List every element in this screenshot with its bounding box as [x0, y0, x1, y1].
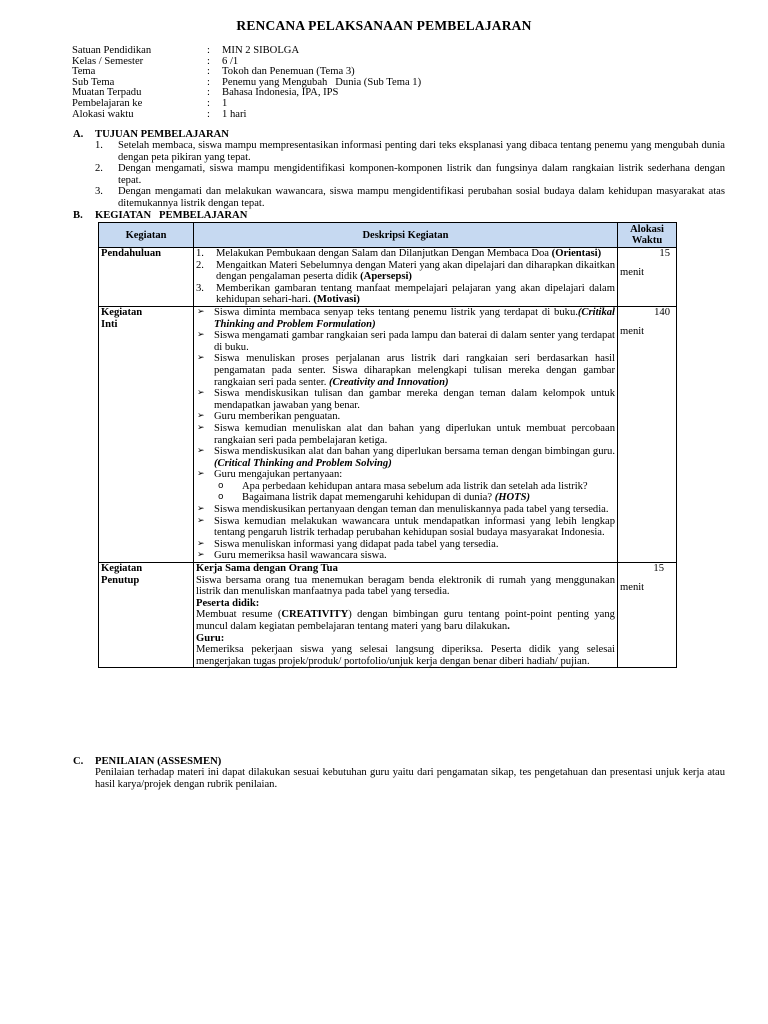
item-number: 1.: [95, 140, 103, 151]
identity-label: Sub Tema: [72, 76, 115, 88]
arrow-bullet-icon: ➢: [197, 411, 205, 422]
section-letter: B.: [73, 210, 83, 221]
identity-label: Alokasi waktu: [72, 108, 134, 120]
time-value: 140: [654, 306, 670, 318]
item-tag: (Apersepsi): [360, 271, 412, 283]
item-number: 1.: [196, 248, 204, 259]
section-title: TUJUAN PEMBELAJARAN: [95, 129, 229, 140]
peserta-label: Peserta didik:: [196, 597, 260, 609]
item-text: Siswa diminta membaca senyap teks tentang penemu listrik yang terdapat di buku.: [214, 306, 578, 318]
item-text: Siswa mengamati gambar rangkaian seri pada lampu dan baterai di dalam senter yang terdapat di buku.: [214, 330, 615, 353]
sub-list-item: [196, 492, 615, 504]
identity-label: Tema: [72, 66, 96, 78]
list-item: [196, 423, 615, 446]
item-text: Siswa mendiskusikan alat dan bahan yang diperlukan bersama teman dengan bimbingan guru.: [214, 446, 615, 458]
circle-bullet-icon: o: [218, 480, 224, 491]
arrow-bullet-icon: ➢: [197, 446, 205, 457]
item-number: 2.: [95, 163, 103, 175]
item-text: Apa perbedaan kehidupan antara masa sebelum ada listrik dan setelah ada listrik?: [242, 480, 588, 492]
table-row-pendahuluan: [99, 248, 677, 307]
table-row-inti: [99, 306, 677, 562]
list-item: [196, 353, 615, 388]
time-unit: menit: [620, 325, 645, 337]
item-text: Siswa mendiskusikan pertanyaan dengan teman dan menuliskannya pada tabel yang tersedia.: [214, 504, 609, 516]
item-tag: (Critical Thinking and Problem Solving): [214, 457, 392, 469]
sub-list-item: [196, 481, 615, 493]
arrow-bullet-icon: ➢: [197, 422, 205, 433]
time-unit: menit: [620, 581, 645, 593]
item-text: Siswa menuliskan proses perjalanan arus listrik dari rangkaian seri berdasarkan hasil pengamatan pada senter. Siswa diharapkan melengkapi tulisan mereka dengan gambar rangkaian seri pada senter.: [214, 353, 615, 388]
item-text: Dengan mengamati, siswa mampu mengidentifikasi komponen-komponen listrik dan fungsinya dalam rangkaian listrik sederhana dengan tepat.: [118, 163, 725, 186]
table-header-row: [99, 223, 677, 248]
item-number: 3.: [196, 282, 204, 294]
text-bold: .: [507, 621, 510, 632]
section-b-heading: [73, 210, 247, 222]
identity-label: Satuan Pendidikan: [72, 45, 152, 56]
list-item: [196, 283, 615, 306]
identity-label: Muatan Terpadu: [72, 87, 142, 99]
identity-row: [72, 57, 712, 68]
identity-colon: :: [207, 66, 210, 78]
arrow-bullet-icon: ➢: [197, 538, 205, 549]
item-text: Siswa mendiskusikan tulisan dan gambar mereka dengan teman dalam kelompok untuk mendapatkan jawaban yang benar.: [214, 388, 615, 411]
activity-description: [194, 248, 618, 307]
item-text: Siswa kemudian melakukan wawancara untuk mendapatkan informasi yang lebih lengkap tentang pengaruh listrik terhadap perubahan kehidupan sosial budaya masyarakat Indonesia.: [214, 515, 615, 539]
arrow-bullet-icon: ➢: [197, 469, 205, 480]
identity-value: 1: [222, 97, 228, 109]
objectives-list: [95, 140, 725, 210]
list-item: [196, 330, 615, 353]
section-title: KEGIATAN PEMBELAJARAN: [95, 210, 248, 221]
item-text: Siswa kemudian menuliskan alat dan bahan yang diperlukan untuk membuat percobaan rangkaian seri pada pembelajaran ketiga.: [214, 422, 615, 446]
list-item: [196, 260, 615, 283]
section-a-heading: [73, 129, 229, 141]
item-tag: (Orientasi): [551, 248, 602, 259]
table-row-penutup: [99, 563, 677, 668]
identity-row: [72, 88, 712, 99]
time-value: 15: [659, 248, 670, 259]
list-item: [196, 388, 615, 411]
list-item: [196, 411, 615, 423]
identity-label: Kelas / Semester: [72, 55, 144, 67]
text-part: Membuat resume (: [196, 609, 282, 621]
text-part: ) dengan bimbingan guru tentang point-point penting yang muncul dalam kegiatan pembelajaran tentang materi yang baru dilakukan: [196, 609, 615, 632]
activity-description: [194, 563, 618, 668]
item-tag: (HOTS): [494, 492, 531, 504]
closing-paragraph: Siswa bersama orang tua menemukan beragam benda elektronik di rumah yang menggunakan listrik dan menuliskan manfaatnya pada tabel yang tersedia.: [196, 574, 615, 598]
item-number: 2.: [196, 259, 204, 271]
item-text: Guru memeriksa hasil wawancara siswa.: [214, 550, 387, 562]
identity-value: Tokoh dan Penemuan (Tema 3): [222, 66, 355, 78]
list-item: [196, 446, 615, 469]
list-item: [95, 186, 725, 209]
list-item: [196, 550, 615, 562]
list-item: [95, 140, 725, 163]
header-alokasi: Alokasi Waktu: [618, 223, 677, 248]
activity-time: [618, 306, 677, 562]
document-title: RENCANA PELAKSANAAN PEMBELAJARAN: [236, 18, 532, 33]
identity-value: Penemu yang Mengubah Dunia (Sub Tema 1): [222, 76, 422, 88]
list-item: [196, 307, 615, 330]
item-text: Dengan mengamati dan melakukan wawancara, siswa mampu mengidentifikasi perubahan sosial budaya dalam kehidupan masyarakat atas ditemukannya listrik dengan tepat.: [118, 186, 725, 209]
section-c-heading: [73, 756, 221, 768]
section-letter: A.: [73, 129, 84, 140]
item-text: Mengaitkan Materi Sebelumnya dengan Materi yang akan dipelajari dan diharapkan dikaitkan dengan pengalaman peserta didik: [216, 259, 615, 283]
list-item: [95, 163, 725, 186]
list-item: [196, 469, 615, 481]
identity-value: Bahasa Indonesia, IPA, IPS: [222, 87, 339, 99]
item-tag: (Motivasi): [313, 294, 360, 306]
guru-label: Guru:: [196, 632, 225, 644]
list-item: [196, 539, 615, 551]
assessment-text: Penilaian terhadap materi ini dapat dilakukan sesuai kebutuhan guru yaitu dari pengamatan sikap, tes pengetahuan dan presentasi unjuk kerja atau hasil karya/projek dengan rubrik penilaian.: [95, 767, 725, 790]
identity-row: [72, 99, 712, 110]
activity-name-line: Kegiatan: [101, 306, 143, 318]
arrow-bullet-icon: ➢: [197, 353, 205, 364]
identity-colon: :: [207, 55, 210, 67]
header-deskripsi: Deskripsi Kegiatan: [194, 223, 618, 248]
list-item: [196, 504, 615, 516]
item-tag: (Critikal Thinking and Problem Formulation): [214, 306, 615, 330]
identity-row: [72, 78, 712, 89]
arrow-bullet-icon: ➢: [197, 515, 205, 526]
identity-colon: :: [207, 45, 210, 56]
identity-value: MIN 2 SIBOLGA: [222, 45, 300, 56]
activities-table: [98, 222, 677, 668]
arrow-bullet-icon: ➢: [197, 550, 205, 561]
activity-name: Pendahuluan: [99, 248, 194, 307]
time-value: 15: [653, 563, 664, 575]
activity-name: [99, 563, 194, 668]
closing-heading: Kerja Sama dengan Orang Tua: [196, 563, 338, 575]
section-letter: C.: [73, 756, 84, 767]
identity-colon: :: [207, 97, 210, 109]
arrow-bullet-icon: ➢: [197, 388, 205, 399]
identity-label: Pembelajaran ke: [72, 97, 143, 109]
activity-time: [618, 563, 677, 668]
item-text: Siswa menuliskan informasi yang didapat pada tabel yang tersedia.: [214, 538, 499, 550]
item-text: Guru memberikan penguatan.: [214, 411, 341, 423]
item-text: Memberikan gambaran tentang manfaat mempelajari pelajaran yang akan dipelajari dalam kehidupan sehari-hari.: [216, 282, 615, 306]
arrow-bullet-icon: ➢: [197, 504, 205, 515]
identity-value: 1 hari: [222, 108, 247, 120]
item-number: 3.: [95, 186, 103, 198]
circle-bullet-icon: o: [218, 492, 224, 503]
identity-value: 6 /1: [222, 55, 239, 67]
time-unit: menit: [620, 266, 645, 278]
list-item: [196, 248, 615, 260]
arrow-bullet-icon: ➢: [197, 330, 205, 341]
section-title: PENILAIAN (ASSESMEN): [95, 756, 222, 767]
identity-colon: :: [207, 87, 210, 99]
item-text: Setelah membaca, siswa mampu mempresentasikan informasi penting dari teks eksplanasi yang dibaca tentang penemu yang mengubah dunia dengan peta pikiran yang tepat.: [118, 140, 725, 163]
text-bold: CREATIVITY: [281, 609, 349, 621]
activity-name-line: Inti: [101, 318, 118, 330]
activity-description: [194, 306, 618, 562]
activity-time: [618, 248, 677, 307]
identity-colon: :: [207, 76, 210, 88]
activity-name-line: Penutup: [101, 574, 140, 586]
identity-block: [72, 46, 712, 120]
list-item: [196, 516, 615, 539]
activity-name-line: Kegiatan: [101, 563, 143, 575]
identity-row: [72, 46, 712, 57]
identity-colon: :: [207, 108, 210, 120]
identity-row: [72, 110, 712, 121]
activity-name: [99, 306, 194, 562]
arrow-bullet-icon: ➢: [197, 306, 205, 317]
closing-paragraph: Memeriksa pekerjaan siswa yang selesai langsung diperiksa. Peserta didik yang selesai mengerjakan tugas projek/produk/ portofolio/unjuk kerja dengan benar diberi hadiah/ pujian.: [196, 644, 615, 667]
closing-paragraph: [196, 609, 615, 632]
item-text: Melakukan Pembukaan dengan Salam dan Dilanjutkan Dengan Membaca Doa: [216, 248, 552, 259]
item-text: Bagaimana listrik dapat memengaruhi kehidupan di dunia?: [242, 492, 495, 504]
header-kegiatan: Kegiatan: [99, 223, 194, 248]
item-text: Guru mengajukan pertanyaan:: [214, 469, 343, 481]
item-tag: (Creativity and Innovation): [329, 376, 449, 388]
